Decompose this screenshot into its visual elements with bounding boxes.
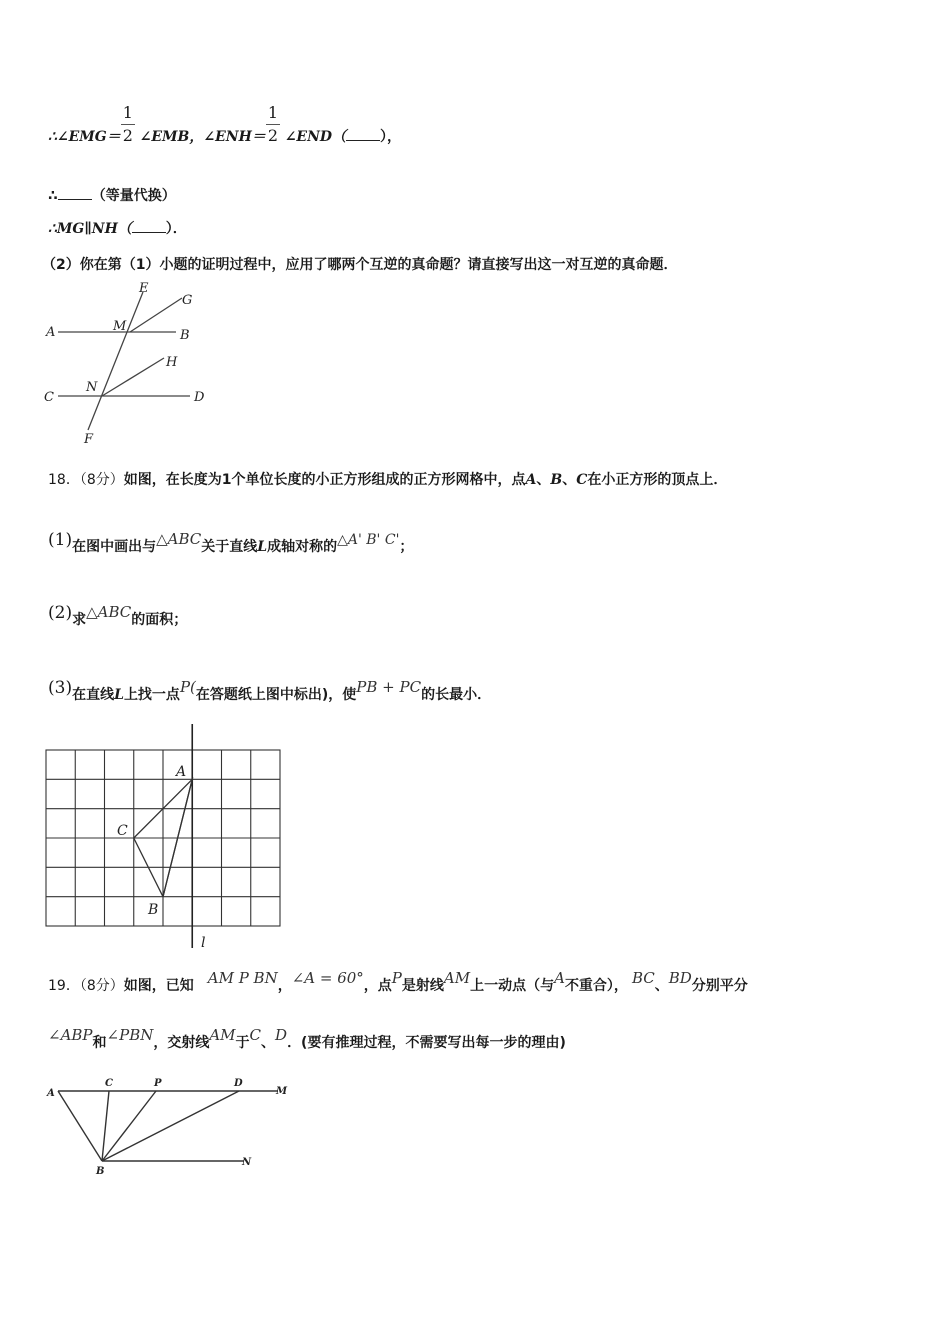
math-a: A: [554, 969, 565, 987]
math-angle-a: ∠A = 60°: [291, 969, 364, 987]
question-17-part-2-text: （2）你在第（1）小题的证明过程中，应用了哪两个互逆的真命题？请直接写出这一对互逆的真命题．: [42, 257, 678, 273]
question-18: [48, 470, 727, 490]
math-triangle-abc: △ABC: [156, 530, 202, 548]
answer-blank[interactable]: [132, 220, 166, 233]
math-point-p: P(: [179, 678, 196, 696]
math-bd: BD: [668, 969, 692, 987]
fraction-half-1: [121, 103, 135, 147]
sub-number: (3): [48, 678, 73, 698]
label-C: C: [44, 390, 54, 405]
segment-AB: [58, 1091, 102, 1161]
separator: 、: [536, 472, 551, 488]
math-c: C: [249, 1026, 262, 1044]
figure-grid-triangle: [40, 720, 290, 952]
label-C: C: [105, 1078, 113, 1089]
label-P: P: [154, 1078, 162, 1089]
sub-text: 的面积；: [131, 612, 188, 628]
proof-line-1-prefix: ∴∠EMG＝: [48, 129, 121, 145]
proof-line-1-mid: ∠EMB，∠ENH＝: [139, 129, 266, 145]
figure-parallel-lines: [40, 278, 220, 448]
question-18-intro: 如图，在长度为1个单位长度的小正方形组成的正方形网格中，点: [123, 472, 526, 488]
sub-number: (1): [48, 530, 73, 550]
q19-text: ，交射线: [153, 1035, 210, 1051]
q19-text: 、: [654, 978, 669, 994]
label-C: C: [117, 823, 128, 839]
q19-text: ．(要有推理过程，不需要写出每一步的理由): [287, 1035, 566, 1051]
q19-text: 和: [92, 1035, 107, 1051]
fraction-den: 2: [267, 126, 278, 145]
line-L: L: [257, 539, 268, 555]
label-E: E: [139, 281, 149, 296]
point-A: A: [525, 472, 537, 488]
proof-line-2-reason: （等量代换）: [91, 188, 176, 204]
label-H: H: [166, 355, 178, 370]
fraction-num: 1: [267, 103, 278, 122]
label-F: F: [84, 432, 94, 447]
math-triangle-prime: △A' B' C': [337, 532, 400, 548]
q19-text: 、: [261, 1035, 276, 1051]
label-l: l: [201, 935, 206, 951]
q19-text: ，: [277, 978, 292, 994]
question-18-number: 18．（8分）: [48, 472, 124, 488]
sub-text: 关于直线: [201, 539, 258, 555]
proof-line-1-suffix: ∠END（: [284, 129, 347, 145]
q19-text: ，点: [363, 978, 392, 994]
question-18-sub-2: [48, 603, 188, 630]
question-18-outro: 在小正方形的顶点上．: [587, 472, 728, 488]
question-19-line-2: [48, 1026, 566, 1053]
proof-line-3: [48, 219, 187, 239]
proof-line-3-prefix: ∴MG∥NH（: [48, 221, 132, 237]
q19-text: 如图，已知: [123, 978, 194, 994]
math-p: P: [391, 969, 402, 987]
sub-text: ；: [399, 539, 414, 555]
q19-text: 分别平分: [691, 978, 748, 994]
math-angle-abp: ∠ABP: [48, 1026, 93, 1044]
question-18-sub-3: [48, 678, 492, 705]
label-M: M: [113, 319, 127, 334]
label-A: A: [47, 1088, 55, 1099]
fraction-den: 2: [122, 126, 133, 145]
math-angle-pbn: ∠PBN: [106, 1026, 154, 1044]
sub-text: 的长最小．: [421, 687, 492, 703]
segment-BD: [102, 1091, 239, 1161]
proof-line-2-prefix: ∴: [48, 188, 58, 204]
sub-text: 求: [72, 612, 87, 628]
grid: [46, 750, 280, 926]
sub-text: 上找一点: [123, 687, 180, 703]
proof-line-1-tail: ），: [380, 129, 402, 145]
label-N: N: [242, 1157, 252, 1168]
segment-BC: [102, 1091, 109, 1161]
label-B: B: [96, 1166, 105, 1177]
math-am: AM: [443, 969, 471, 987]
ray-NH: [102, 358, 164, 396]
math-pb-pc: PB + PC: [356, 678, 422, 696]
proof-line-1: [48, 103, 402, 147]
segment-BP: [102, 1091, 156, 1161]
sub-text: 在答题纸上图中标出: [195, 687, 322, 703]
label-A: A: [176, 764, 187, 780]
separator: 、: [562, 472, 577, 488]
question-17-part-2: [42, 255, 677, 275]
point-B: B: [550, 472, 563, 488]
math-bc: BC: [631, 969, 655, 987]
math-triangle-abc: △ABC: [86, 603, 132, 621]
label-M: M: [276, 1086, 288, 1097]
label-A: A: [46, 325, 56, 340]
sub-text: )，使: [321, 687, 357, 703]
math-am-pbn: AM P BN: [207, 969, 278, 987]
q19-text: 于: [235, 1035, 250, 1051]
sub-text: 在图中画出与: [72, 539, 157, 555]
label-D: D: [194, 390, 205, 405]
ray-MG: [130, 298, 182, 332]
sub-number: (2): [48, 603, 73, 623]
label-G: G: [182, 293, 193, 308]
answer-blank[interactable]: [346, 128, 380, 141]
q19-text: 是射线: [401, 978, 444, 994]
label-N: N: [86, 380, 98, 395]
proof-line-2: [48, 186, 176, 206]
label-D: D: [234, 1078, 243, 1089]
label-B: B: [180, 328, 190, 343]
question-18-sub-1: [48, 530, 414, 557]
question-19: [48, 969, 748, 996]
line-EF: [88, 292, 143, 430]
label-B: B: [148, 902, 159, 918]
q19-text: 上一动点（与: [470, 978, 555, 994]
answer-blank[interactable]: [58, 187, 92, 200]
math-d: D: [275, 1026, 288, 1044]
proof-line-3-tail: ）．: [165, 221, 187, 237]
fraction-num: 1: [122, 103, 133, 122]
q19-text: 不重合），: [564, 978, 628, 994]
fraction-half-2: [266, 103, 280, 147]
math-am: AM: [209, 1026, 236, 1044]
line-L: L: [114, 687, 124, 703]
question-19-number: 19．（8分）: [48, 978, 124, 994]
point-C: C: [576, 472, 588, 488]
sub-text: 成轴对称的: [267, 539, 338, 555]
figure-angle-bisectors: [40, 1070, 300, 1180]
sub-text: 在直线: [72, 687, 115, 703]
